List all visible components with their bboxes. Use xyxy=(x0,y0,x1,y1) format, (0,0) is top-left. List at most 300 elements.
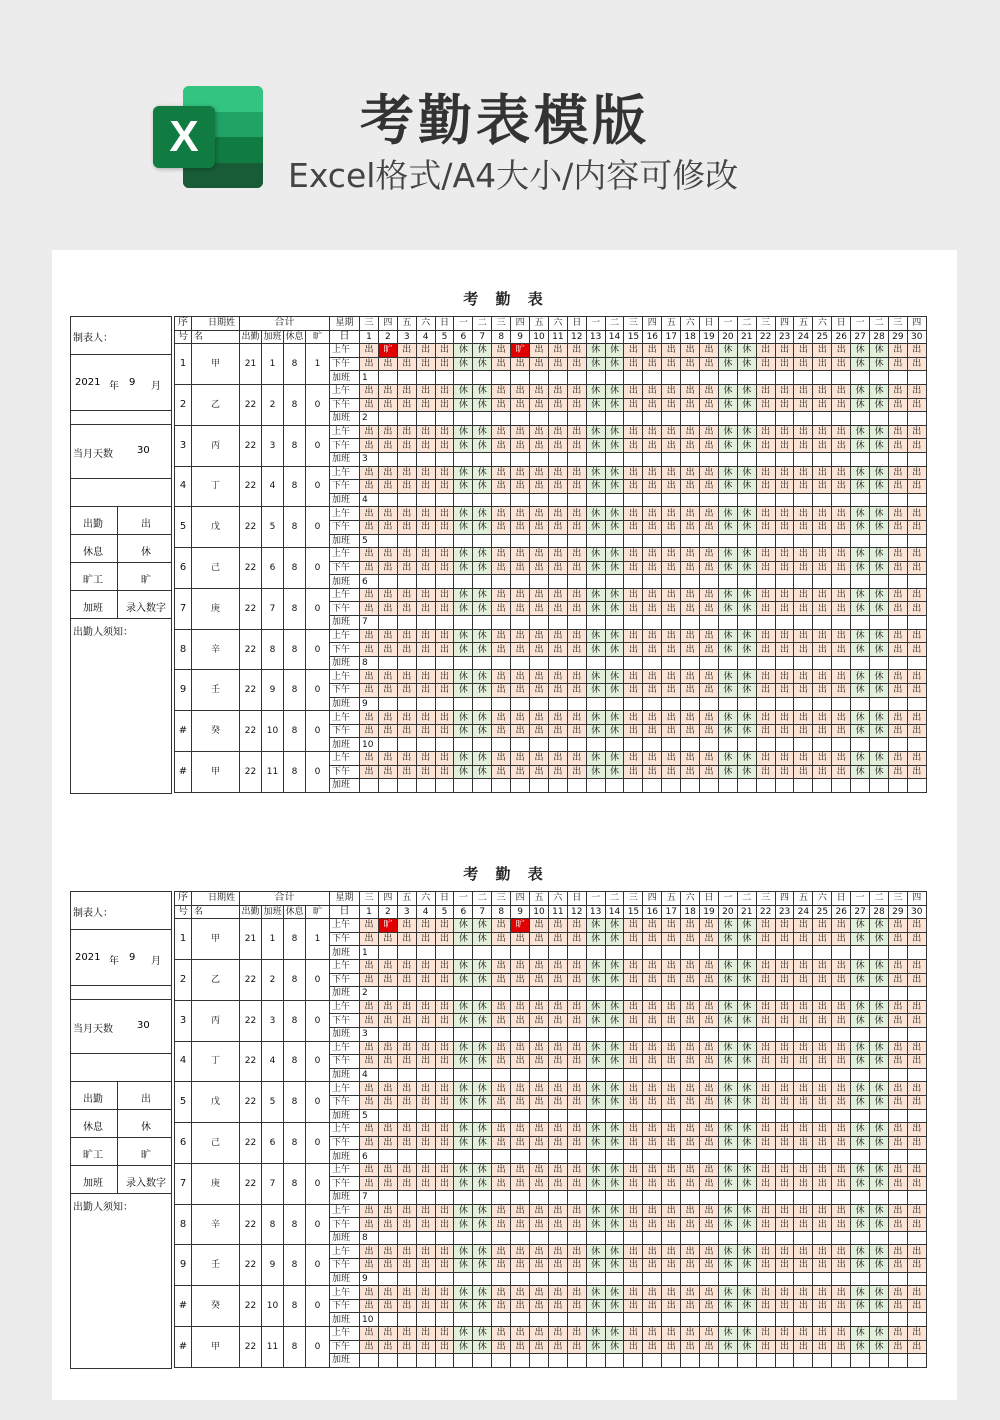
am-cell[interactable]: 休 xyxy=(737,670,756,684)
pm-cell[interactable]: 出 xyxy=(813,973,832,987)
pm-cell[interactable]: 出 xyxy=(435,1218,454,1232)
pm-cell[interactable]: 出 xyxy=(794,973,813,987)
pm-cell[interactable]: 出 xyxy=(435,1136,454,1150)
ot-cell[interactable] xyxy=(775,738,794,752)
pm-cell[interactable]: 出 xyxy=(700,1136,719,1150)
am-cell[interactable]: 出 xyxy=(907,588,926,602)
am-cell[interactable]: 休 xyxy=(870,466,889,480)
am-cell[interactable]: 休 xyxy=(605,1327,624,1341)
am-cell[interactable]: 休 xyxy=(586,1286,605,1300)
am-cell[interactable]: 出 xyxy=(435,384,454,398)
pm-cell[interactable]: 出 xyxy=(624,765,643,779)
am-cell[interactable]: 出 xyxy=(662,344,681,358)
am-cell[interactable]: 出 xyxy=(416,1000,435,1014)
pm-cell[interactable]: 休 xyxy=(718,1055,737,1069)
am-cell[interactable]: 出 xyxy=(624,919,643,933)
am-cell[interactable]: 休 xyxy=(851,466,870,480)
am-cell[interactable]: 休 xyxy=(454,1204,473,1218)
pm-cell[interactable]: 休 xyxy=(586,684,605,698)
ot-cell[interactable] xyxy=(511,1354,530,1368)
am-cell[interactable]: 出 xyxy=(794,1000,813,1014)
pm-cell[interactable]: 休 xyxy=(473,1218,492,1232)
ot-cell[interactable] xyxy=(416,452,435,466)
pm-cell[interactable]: 出 xyxy=(567,357,586,371)
am-cell[interactable]: 出 xyxy=(435,425,454,439)
am-cell[interactable]: 休 xyxy=(605,507,624,521)
ot-cell[interactable] xyxy=(888,1109,907,1123)
am-cell[interactable]: 休 xyxy=(586,670,605,684)
pm-cell[interactable]: 出 xyxy=(548,765,567,779)
am-cell[interactable]: 出 xyxy=(662,1286,681,1300)
pm-cell[interactable]: 出 xyxy=(813,398,832,412)
ot-cell[interactable] xyxy=(794,656,813,670)
pm-cell[interactable]: 出 xyxy=(397,765,416,779)
ot-cell[interactable] xyxy=(416,738,435,752)
ot-cell[interactable] xyxy=(492,616,511,630)
pm-cell[interactable]: 出 xyxy=(813,480,832,494)
pm-cell[interactable]: 出 xyxy=(530,684,549,698)
ot-cell[interactable] xyxy=(397,1313,416,1327)
am-cell[interactable]: 出 xyxy=(832,959,851,973)
ot-cell[interactable] xyxy=(548,412,567,426)
ot-cell[interactable] xyxy=(548,1231,567,1245)
am-cell[interactable]: 出 xyxy=(360,1000,379,1014)
pm-cell[interactable]: 休 xyxy=(605,480,624,494)
ot-cell[interactable] xyxy=(700,738,719,752)
ot-cell[interactable] xyxy=(643,493,662,507)
ot-cell[interactable] xyxy=(435,1313,454,1327)
ot-cell[interactable] xyxy=(870,1109,889,1123)
am-cell[interactable]: 休 xyxy=(737,588,756,602)
ot-cell[interactable] xyxy=(662,656,681,670)
ot-cell[interactable] xyxy=(492,738,511,752)
ot-cell[interactable] xyxy=(416,1231,435,1245)
am-cell[interactable]: 出 xyxy=(567,711,586,725)
ot-cell[interactable] xyxy=(662,1272,681,1286)
am-cell[interactable]: 休 xyxy=(870,1000,889,1014)
am-cell[interactable]: 出 xyxy=(681,466,700,480)
pm-cell[interactable]: 休 xyxy=(737,765,756,779)
ot-cell[interactable] xyxy=(567,1191,586,1205)
ot-cell[interactable] xyxy=(737,1027,756,1041)
am-cell[interactable]: 休 xyxy=(718,670,737,684)
am-cell[interactable]: 出 xyxy=(435,344,454,358)
name-cell[interactable]: 壬 xyxy=(192,670,240,711)
pm-cell[interactable]: 出 xyxy=(511,1014,530,1028)
ot-cell[interactable] xyxy=(492,1354,511,1368)
am-cell[interactable]: 休 xyxy=(586,1082,605,1096)
pm-cell[interactable]: 出 xyxy=(397,643,416,657)
ot-cell[interactable] xyxy=(851,1191,870,1205)
pm-cell[interactable]: 休 xyxy=(737,1259,756,1273)
pm-cell[interactable]: 休 xyxy=(737,357,756,371)
ot-cell[interactable] xyxy=(454,987,473,1001)
am-cell[interactable]: 休 xyxy=(718,466,737,480)
am-cell[interactable]: 出 xyxy=(662,588,681,602)
pm-cell[interactable]: 出 xyxy=(700,1299,719,1313)
pm-cell[interactable]: 出 xyxy=(492,398,511,412)
pm-cell[interactable]: 出 xyxy=(567,602,586,616)
ot-cell[interactable] xyxy=(794,1313,813,1327)
am-cell[interactable]: 休 xyxy=(473,752,492,766)
ot-cell[interactable]: 9 xyxy=(360,697,379,711)
am-cell[interactable]: 出 xyxy=(756,711,775,725)
am-cell[interactable]: 出 xyxy=(530,670,549,684)
am-cell[interactable]: 休 xyxy=(586,507,605,521)
pm-cell[interactable]: 休 xyxy=(605,1014,624,1028)
ot-cell[interactable] xyxy=(567,1272,586,1286)
ot-cell[interactable] xyxy=(662,493,681,507)
pm-cell[interactable]: 出 xyxy=(530,973,549,987)
ot-cell[interactable] xyxy=(397,1354,416,1368)
am-cell[interactable]: 休 xyxy=(737,384,756,398)
am-cell[interactable]: 出 xyxy=(888,1327,907,1341)
am-cell[interactable]: 休 xyxy=(454,919,473,933)
pm-cell[interactable]: 出 xyxy=(775,561,794,575)
pm-cell[interactable]: 休 xyxy=(737,724,756,738)
am-cell[interactable]: 出 xyxy=(567,1204,586,1218)
ot-cell[interactable] xyxy=(870,779,889,793)
pm-cell[interactable]: 出 xyxy=(794,1299,813,1313)
pm-cell[interactable]: 休 xyxy=(718,684,737,698)
pm-cell[interactable]: 出 xyxy=(700,1055,719,1069)
am-cell[interactable]: 出 xyxy=(492,629,511,643)
ot-cell[interactable] xyxy=(851,946,870,960)
am-cell[interactable]: 出 xyxy=(567,1082,586,1096)
ot-cell[interactable] xyxy=(907,1068,926,1082)
pm-cell[interactable]: 出 xyxy=(794,398,813,412)
ot-cell[interactable] xyxy=(851,1068,870,1082)
pm-cell[interactable]: 出 xyxy=(681,1136,700,1150)
am-cell[interactable]: 出 xyxy=(888,1245,907,1259)
pm-cell[interactable]: 休 xyxy=(870,357,889,371)
ot-cell[interactable] xyxy=(416,1313,435,1327)
ot-cell[interactable] xyxy=(643,1109,662,1123)
am-cell[interactable]: 出 xyxy=(624,1000,643,1014)
ot-cell[interactable] xyxy=(605,493,624,507)
pm-cell[interactable]: 出 xyxy=(567,684,586,698)
pm-cell[interactable]: 休 xyxy=(454,932,473,946)
ot-cell[interactable] xyxy=(662,697,681,711)
ot-cell[interactable] xyxy=(567,1313,586,1327)
am-cell[interactable]: 休 xyxy=(586,344,605,358)
ot-cell[interactable] xyxy=(397,1191,416,1205)
ot-cell[interactable] xyxy=(624,1313,643,1327)
pm-cell[interactable]: 出 xyxy=(756,1299,775,1313)
ot-cell[interactable] xyxy=(435,1068,454,1082)
ot-cell[interactable] xyxy=(530,534,549,548)
ot-cell[interactable] xyxy=(775,779,794,793)
ot-cell[interactable] xyxy=(662,1150,681,1164)
am-cell[interactable]: 出 xyxy=(360,1123,379,1137)
pm-cell[interactable]: 出 xyxy=(832,398,851,412)
am-cell[interactable]: 出 xyxy=(832,466,851,480)
ot-cell[interactable] xyxy=(794,987,813,1001)
am-cell[interactable]: 休 xyxy=(605,1163,624,1177)
ot-cell[interactable] xyxy=(624,1191,643,1205)
ot-cell[interactable] xyxy=(718,534,737,548)
pm-cell[interactable]: 出 xyxy=(378,973,397,987)
pm-cell[interactable]: 休 xyxy=(586,724,605,738)
pm-cell[interactable]: 出 xyxy=(397,602,416,616)
ot-cell[interactable] xyxy=(813,656,832,670)
am-cell[interactable]: 出 xyxy=(643,1286,662,1300)
pm-cell[interactable]: 休 xyxy=(851,398,870,412)
pm-cell[interactable]: 出 xyxy=(360,684,379,698)
ot-cell[interactable] xyxy=(567,1109,586,1123)
ot-cell[interactable] xyxy=(397,1109,416,1123)
ot-cell[interactable] xyxy=(662,1313,681,1327)
am-cell[interactable]: 出 xyxy=(794,1123,813,1137)
am-cell[interactable]: 出 xyxy=(378,1245,397,1259)
am-cell[interactable]: 出 xyxy=(832,1204,851,1218)
pm-cell[interactable]: 出 xyxy=(832,1095,851,1109)
am-cell[interactable]: 出 xyxy=(624,670,643,684)
pm-cell[interactable]: 出 xyxy=(548,643,567,657)
pm-cell[interactable]: 休 xyxy=(851,643,870,657)
pm-cell[interactable]: 出 xyxy=(643,1218,662,1232)
am-cell[interactable]: 出 xyxy=(530,752,549,766)
am-cell[interactable]: 休 xyxy=(473,1123,492,1137)
ot-cell[interactable] xyxy=(775,656,794,670)
ot-cell[interactable] xyxy=(511,738,530,752)
pm-cell[interactable]: 休 xyxy=(718,1299,737,1313)
pm-cell[interactable]: 出 xyxy=(435,1340,454,1354)
am-cell[interactable]: 出 xyxy=(624,1327,643,1341)
am-cell[interactable]: 休 xyxy=(718,959,737,973)
name-cell[interactable]: 辛 xyxy=(192,1204,240,1245)
pm-cell[interactable]: 出 xyxy=(530,1299,549,1313)
pm-cell[interactable]: 休 xyxy=(870,602,889,616)
ot-cell[interactable] xyxy=(794,1354,813,1368)
am-cell[interactable]: 出 xyxy=(360,1163,379,1177)
ot-cell[interactable] xyxy=(378,1191,397,1205)
pm-cell[interactable]: 出 xyxy=(567,1259,586,1273)
am-cell[interactable]: 休 xyxy=(473,1163,492,1177)
pm-cell[interactable]: 出 xyxy=(360,439,379,453)
ot-cell[interactable] xyxy=(605,1231,624,1245)
pm-cell[interactable]: 出 xyxy=(832,724,851,738)
am-cell[interactable]: 出 xyxy=(511,670,530,684)
am-cell[interactable]: 出 xyxy=(756,752,775,766)
pm-cell[interactable]: 出 xyxy=(492,1259,511,1273)
pm-cell[interactable]: 出 xyxy=(832,520,851,534)
am-cell[interactable]: 出 xyxy=(756,919,775,933)
pm-cell[interactable]: 出 xyxy=(397,398,416,412)
pm-cell[interactable]: 休 xyxy=(870,1259,889,1273)
pm-cell[interactable]: 出 xyxy=(888,1014,907,1028)
pm-cell[interactable]: 休 xyxy=(605,1299,624,1313)
am-cell[interactable]: 出 xyxy=(832,670,851,684)
am-cell[interactable]: 出 xyxy=(775,1327,794,1341)
pm-cell[interactable]: 出 xyxy=(700,480,719,494)
am-cell[interactable]: 出 xyxy=(775,507,794,521)
ot-cell[interactable] xyxy=(378,452,397,466)
pm-cell[interactable]: 出 xyxy=(435,398,454,412)
ot-cell[interactable] xyxy=(492,1109,511,1123)
ot-cell[interactable] xyxy=(681,452,700,466)
am-cell[interactable]: 出 xyxy=(416,1041,435,1055)
am-cell[interactable]: 休 xyxy=(586,919,605,933)
ot-cell[interactable] xyxy=(397,779,416,793)
pm-cell[interactable]: 出 xyxy=(624,1218,643,1232)
pm-cell[interactable]: 出 xyxy=(624,1177,643,1191)
ot-cell[interactable] xyxy=(548,1313,567,1327)
pm-cell[interactable]: 休 xyxy=(737,480,756,494)
ot-cell[interactable] xyxy=(548,575,567,589)
am-cell[interactable]: 出 xyxy=(397,1163,416,1177)
pm-cell[interactable]: 出 xyxy=(624,724,643,738)
pm-cell[interactable]: 出 xyxy=(567,1340,586,1354)
ot-cell[interactable] xyxy=(907,987,926,1001)
am-cell[interactable]: 出 xyxy=(397,507,416,521)
ot-cell[interactable] xyxy=(643,1068,662,1082)
pm-cell[interactable]: 出 xyxy=(813,1299,832,1313)
ot-cell[interactable] xyxy=(775,697,794,711)
ot-cell[interactable] xyxy=(567,1354,586,1368)
ot-cell[interactable] xyxy=(907,616,926,630)
am-cell[interactable]: 出 xyxy=(907,752,926,766)
ot-cell[interactable] xyxy=(775,371,794,385)
am-cell[interactable]: 出 xyxy=(624,1123,643,1137)
am-cell[interactable]: 出 xyxy=(530,1123,549,1137)
pm-cell[interactable]: 出 xyxy=(775,765,794,779)
pm-cell[interactable]: 出 xyxy=(813,765,832,779)
pm-cell[interactable]: 出 xyxy=(888,1136,907,1150)
am-cell[interactable]: 休 xyxy=(586,959,605,973)
ot-cell[interactable] xyxy=(378,534,397,548)
pm-cell[interactable]: 出 xyxy=(416,1136,435,1150)
am-cell[interactable]: 休 xyxy=(473,1000,492,1014)
ot-cell[interactable]: 3 xyxy=(360,452,379,466)
ot-cell[interactable] xyxy=(360,779,379,793)
am-cell[interactable]: 休 xyxy=(737,1245,756,1259)
ot-cell[interactable] xyxy=(851,697,870,711)
pm-cell[interactable]: 出 xyxy=(907,480,926,494)
pm-cell[interactable]: 出 xyxy=(360,480,379,494)
pm-cell[interactable]: 休 xyxy=(473,932,492,946)
pm-cell[interactable]: 出 xyxy=(643,643,662,657)
pm-cell[interactable]: 出 xyxy=(492,357,511,371)
pm-cell[interactable]: 出 xyxy=(567,724,586,738)
am-cell[interactable]: 出 xyxy=(360,919,379,933)
pm-cell[interactable]: 出 xyxy=(360,932,379,946)
ot-cell[interactable] xyxy=(794,452,813,466)
ot-cell[interactable] xyxy=(643,452,662,466)
pm-cell[interactable]: 出 xyxy=(794,765,813,779)
ot-cell[interactable]: 7 xyxy=(360,616,379,630)
pm-cell[interactable]: 休 xyxy=(870,439,889,453)
pm-cell[interactable]: 出 xyxy=(378,643,397,657)
am-cell[interactable]: 休 xyxy=(737,629,756,643)
ot-cell[interactable] xyxy=(605,1313,624,1327)
am-cell[interactable]: 出 xyxy=(775,1286,794,1300)
pm-cell[interactable]: 休 xyxy=(718,480,737,494)
ot-cell[interactable] xyxy=(586,1272,605,1286)
pm-cell[interactable]: 出 xyxy=(624,357,643,371)
am-cell[interactable]: 出 xyxy=(813,1327,832,1341)
pm-cell[interactable]: 出 xyxy=(907,520,926,534)
ot-cell[interactable] xyxy=(624,1027,643,1041)
am-cell[interactable]: 出 xyxy=(624,629,643,643)
pm-cell[interactable]: 出 xyxy=(756,1014,775,1028)
pm-cell[interactable]: 休 xyxy=(454,602,473,616)
ot-cell[interactable] xyxy=(435,987,454,1001)
am-cell[interactable]: 休 xyxy=(870,425,889,439)
pm-cell[interactable]: 出 xyxy=(643,1299,662,1313)
am-cell[interactable]: 出 xyxy=(907,344,926,358)
pm-cell[interactable]: 出 xyxy=(397,684,416,698)
am-cell[interactable]: 出 xyxy=(548,711,567,725)
ot-cell[interactable] xyxy=(378,493,397,507)
pm-cell[interactable]: 出 xyxy=(775,602,794,616)
ot-cell[interactable] xyxy=(605,946,624,960)
ot-cell[interactable] xyxy=(378,1068,397,1082)
ot-cell[interactable] xyxy=(454,1354,473,1368)
am-cell[interactable]: 出 xyxy=(907,1327,926,1341)
pm-cell[interactable]: 出 xyxy=(662,1299,681,1313)
ot-cell[interactable] xyxy=(794,371,813,385)
ot-cell[interactable] xyxy=(681,1068,700,1082)
pm-cell[interactable]: 休 xyxy=(870,1095,889,1109)
am-cell[interactable]: 出 xyxy=(624,384,643,398)
am-cell[interactable]: 出 xyxy=(813,1286,832,1300)
pm-cell[interactable]: 出 xyxy=(775,684,794,698)
pm-cell[interactable]: 出 xyxy=(643,724,662,738)
ot-cell[interactable] xyxy=(360,1354,379,1368)
ot-cell[interactable] xyxy=(624,946,643,960)
pm-cell[interactable]: 出 xyxy=(567,973,586,987)
am-cell[interactable]: 出 xyxy=(416,1245,435,1259)
pm-cell[interactable]: 出 xyxy=(794,643,813,657)
ot-cell[interactable] xyxy=(416,946,435,960)
ot-cell[interactable] xyxy=(681,697,700,711)
ot-cell[interactable] xyxy=(737,779,756,793)
am-cell[interactable]: 休 xyxy=(454,588,473,602)
pm-cell[interactable]: 出 xyxy=(567,1136,586,1150)
ot-cell[interactable] xyxy=(907,697,926,711)
ot-cell[interactable] xyxy=(851,493,870,507)
am-cell[interactable]: 出 xyxy=(548,1082,567,1096)
ot-cell[interactable] xyxy=(681,779,700,793)
ot-cell[interactable] xyxy=(718,452,737,466)
am-cell[interactable]: 休 xyxy=(718,1123,737,1137)
pm-cell[interactable]: 出 xyxy=(700,1259,719,1273)
pm-cell[interactable]: 休 xyxy=(718,520,737,534)
ot-cell[interactable] xyxy=(737,1272,756,1286)
pm-cell[interactable]: 出 xyxy=(416,561,435,575)
am-cell[interactable]: 出 xyxy=(530,1204,549,1218)
am-cell[interactable]: 休 xyxy=(851,1163,870,1177)
ot-cell[interactable] xyxy=(813,1354,832,1368)
pm-cell[interactable]: 出 xyxy=(492,643,511,657)
am-cell[interactable]: 出 xyxy=(888,919,907,933)
am-cell[interactable]: 出 xyxy=(643,1163,662,1177)
pm-cell[interactable]: 休 xyxy=(473,520,492,534)
pm-cell[interactable]: 休 xyxy=(454,1055,473,1069)
ot-cell[interactable] xyxy=(605,1272,624,1286)
am-cell[interactable]: 出 xyxy=(888,507,907,521)
pm-cell[interactable]: 休 xyxy=(718,439,737,453)
am-cell[interactable]: 出 xyxy=(813,670,832,684)
am-cell[interactable]: 出 xyxy=(378,588,397,602)
am-cell[interactable]: 休 xyxy=(586,1163,605,1177)
pm-cell[interactable]: 休 xyxy=(586,765,605,779)
am-cell[interactable]: 休 xyxy=(454,1082,473,1096)
am-cell[interactable]: 休 xyxy=(473,711,492,725)
ot-cell[interactable] xyxy=(605,1191,624,1205)
am-cell[interactable]: 休 xyxy=(605,466,624,480)
